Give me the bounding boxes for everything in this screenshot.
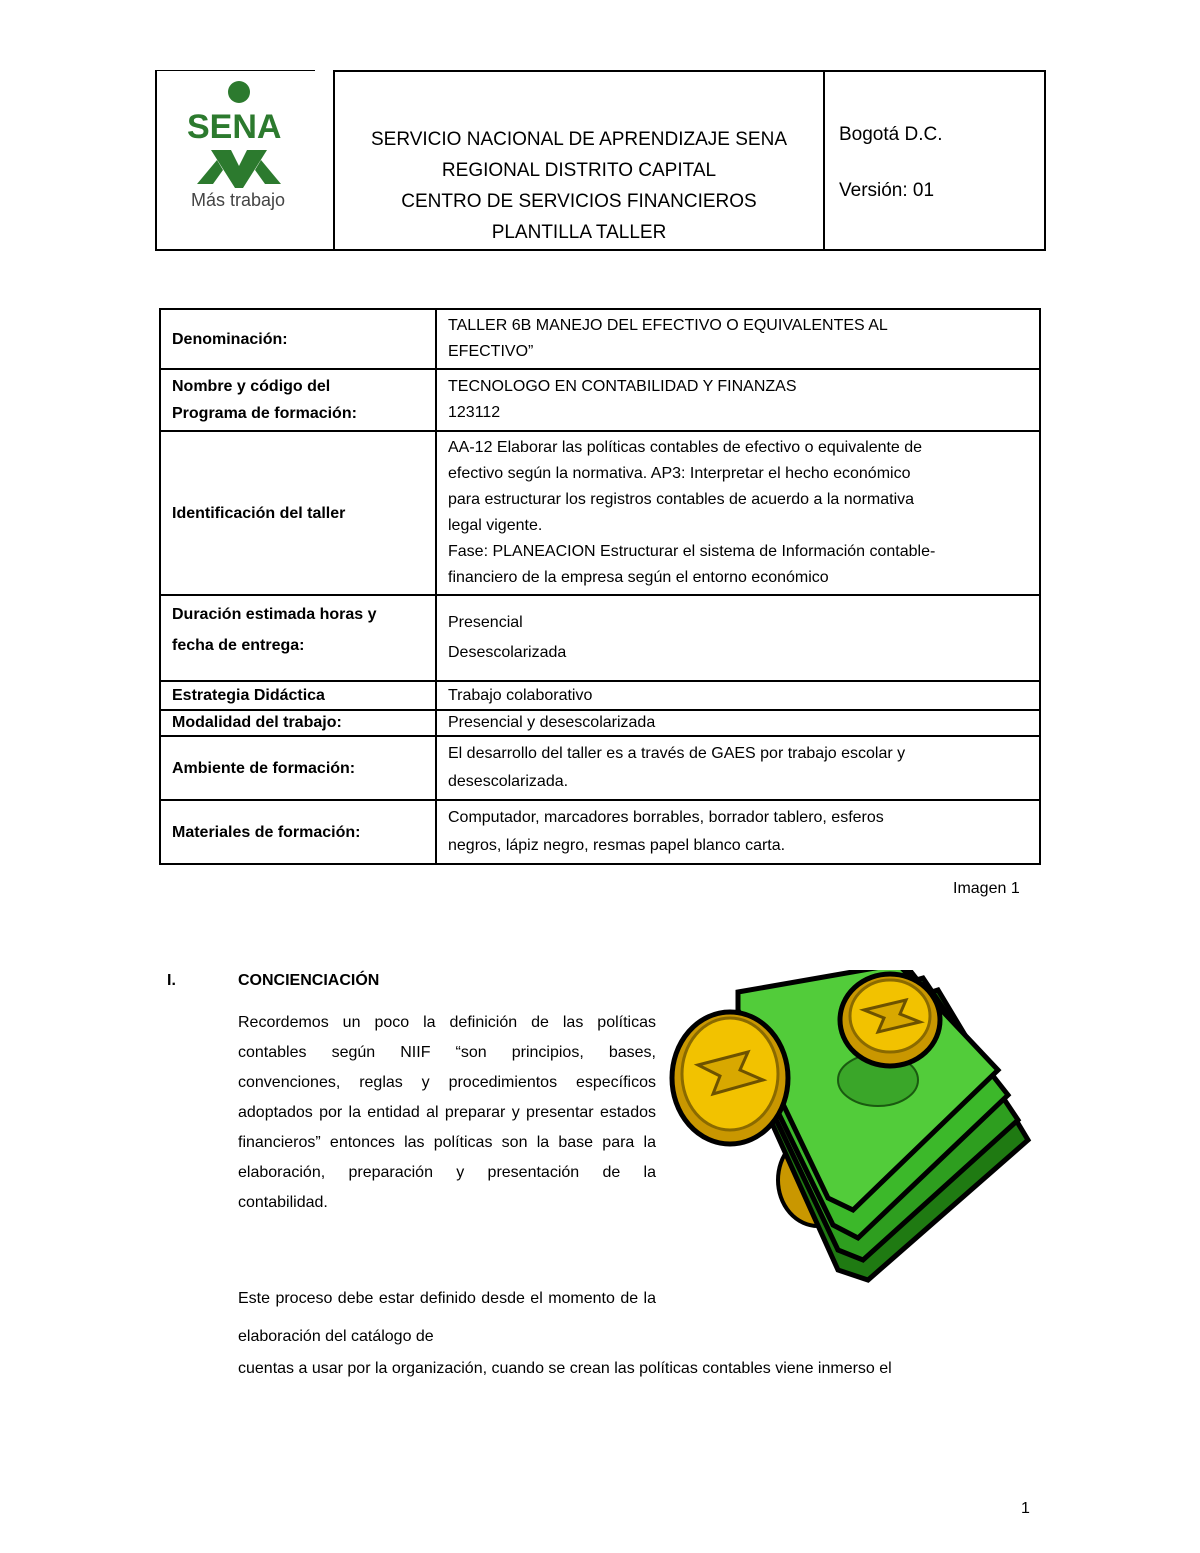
value-line: desescolarizada. (448, 773, 569, 790)
value-line: legal vigente. (448, 517, 543, 534)
header-city: Bogotá D.C. (839, 124, 943, 145)
value-line: para estructurar los registros contables de acuerdo a la normativa (448, 491, 915, 508)
label-line: Programa de formación: (172, 405, 357, 422)
logo-brand: SENA (187, 108, 282, 146)
row-value: Presencial y desescolarizada (436, 710, 1040, 736)
row-label: Denominación: (160, 309, 436, 369)
value-line: financiero de la empresa según el entorno económico (448, 569, 829, 586)
row-label: Materiales de formación: (160, 800, 436, 864)
table-row (160, 595, 1040, 681)
value-line: EFECTIVO” (448, 343, 534, 360)
value-line: Presencial (448, 614, 523, 631)
row-label: Modalidad del trabajo: (160, 710, 436, 736)
section-title: CONCIENCIACIÓN (238, 972, 380, 989)
value-line: 123112 (448, 404, 501, 421)
table-row (160, 681, 1040, 710)
logo-slogan: Más trabajo (191, 190, 286, 210)
row-label: Ambiente de formación: (160, 736, 436, 800)
logo-cell (155, 70, 335, 251)
header-title-line: CENTRO DE SERVICIOS FINANCIEROS (401, 191, 757, 212)
header-title-line: SERVICIO NACIONAL DE APRENDIZAJE SENA (371, 129, 787, 150)
section-paragraph: Este proceso debe estar definido desde el momento de la elaboración del catálogo de (238, 1290, 656, 1345)
table-row (160, 309, 1040, 369)
header-title-cell (333, 70, 825, 251)
row-value (436, 736, 1040, 800)
table-row (160, 369, 1040, 431)
image-caption: Imagen 1 (953, 880, 1020, 897)
label-line: Nombre y código del (172, 378, 331, 395)
page-number: 1 (1021, 1500, 1030, 1517)
header-title-line: REGIONAL DISTRITO CAPITAL (441, 160, 717, 181)
row-value: Trabajo colaborativo (436, 681, 1040, 710)
value-line: negros, lápiz negro, resmas papel blanco carta. (448, 837, 786, 854)
row-label: Identificación del taller (160, 431, 436, 595)
row-label (160, 369, 436, 431)
row-value (436, 595, 1040, 681)
value-line: Desescolarizada (448, 644, 567, 661)
money-illustration-icon (668, 970, 1038, 1310)
value-line: El desarrollo del taller es a través de GAES por trabajo escolar y (448, 745, 906, 762)
table-row (160, 431, 1040, 595)
section-paragraph: Recordemos un poco la definición de las políticas contables según NIIF “son principios, bases, convenciones, reglas y procedimientos específicos adoptados por la entidad al preparar y presentar estados financieros” entonces las políticas son la base para la elaboración, preparación y presentación de la contabilidad. (238, 1014, 656, 1211)
header-title-line: PLANTILLA TALLER (491, 222, 667, 243)
table-row (160, 736, 1040, 800)
section-number: I. (167, 972, 176, 989)
table-row (160, 800, 1040, 864)
value-line: Fase: PLANEACION Estructurar el sistema de Información contable- (448, 543, 936, 560)
value-line: TECNOLOGO EN CONTABILIDAD Y FINANZAS (448, 378, 797, 395)
document-header (155, 70, 1046, 251)
table-row (160, 710, 1040, 736)
row-label: Estrategia Didáctica (160, 681, 436, 710)
workshop-info-table (159, 308, 1041, 865)
row-label (160, 595, 436, 681)
row-value (436, 369, 1040, 431)
row-value (436, 431, 1040, 595)
value-line: AA-12 Elaborar las políticas contables de efectivo o equivalente de (448, 439, 923, 456)
label-line: fecha de entrega: (172, 637, 305, 654)
value-line: TALLER 6B MANEJO DEL EFECTIVO O EQUIVALENTES AL (448, 317, 888, 334)
value-line: efectivo según la normativa. AP3: Interpretar el hecho económico (448, 465, 911, 482)
row-value (436, 800, 1040, 864)
value-line: Computador, marcadores borrables, borrador tablero, esferos (448, 809, 884, 826)
section-paragraph: cuentas a usar por la organización, cuando se crean las políticas contables viene inmerso el (238, 1360, 892, 1377)
header-version: Versión: 01 (839, 180, 935, 201)
label-line: Duración estimada horas y (172, 606, 377, 623)
header-info-cell (825, 70, 1046, 251)
row-value (436, 309, 1040, 369)
